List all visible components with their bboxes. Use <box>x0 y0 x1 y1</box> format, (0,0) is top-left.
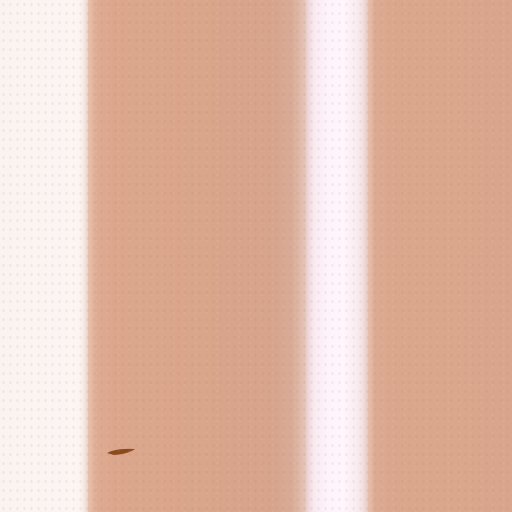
light-gap <box>306 0 368 512</box>
left-strip <box>88 0 306 512</box>
right-strip <box>368 0 512 512</box>
speck-icon <box>106 446 136 456</box>
